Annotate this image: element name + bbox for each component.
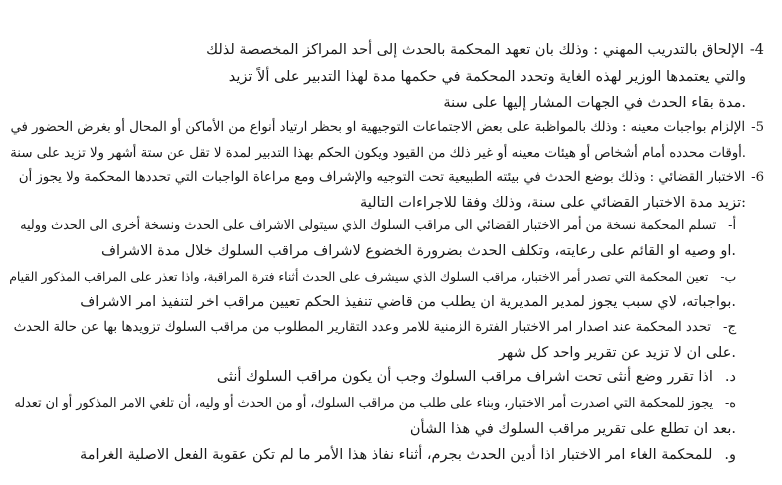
subitem-d-line-1	[217, 367, 736, 387]
item-6-line-2: :تزيد مدة الاختبار القضائي على سنة، وذلك وفقا للاجراءات التالية	[359, 195, 746, 211]
item-number: 5-	[751, 120, 764, 135]
item-5-line-2: .أوقات محدده أمام أشخاص أو هيئات معينه أو غير ذلك من القيود ويكون الحكم بهذا التدبير لمدة لا تقل عن ستة أشهر ولا تزيد على سنة	[10, 146, 746, 161]
subitem-b-line-2: .بواجباته، لاي سبب يجوز لمدير المديرية ان يطلب من قاضي تنفيذ الحكم تعيين مراقب اخر لتنفيذ امر الاشراف	[80, 294, 736, 310]
item-4-line-2: والتي يعتمدها الوزير لهذه الغاية وتحدد المحكمة في حكمها مدة لهذا التدبير على ألاً تزيد	[228, 69, 746, 85]
subitem-b-line-1	[8, 267, 736, 287]
subitem-e-line-2: .بعد ان تطلع على تقرير مراقب السلوك في هذا الشأن	[409, 421, 736, 437]
subitem-text: تعين المحكمة التي تصدر أمر الاختبار، مراقب السلوك الذي سيشرف على الحدث أثناء فترة المراقبة، واذا تعذر على المراقب المذكور القيام	[9, 270, 709, 284]
subitem-label: ب-	[720, 270, 736, 284]
item-4-line-1	[206, 40, 764, 60]
subitem-a-line-1	[8, 216, 736, 236]
item-text: الإلزام بواجبات معينه : وذلك بالمواظبة على بعض الاجتماعات التوجيهية او بحظر ارتياد أنواع من الأماكن أو المحال أو بغرض الحضور في	[10, 120, 746, 135]
subitem-label: د.	[724, 369, 736, 385]
subitem-label: ه-	[725, 396, 736, 411]
subitem-a-line-2: .او وصيه او القائم على رعايته، وتكلف الحدث بضرورة الخضوع لاشراف مراقب السلوك خلال مدة الاشراف	[101, 243, 736, 259]
item-6-line-1	[8, 168, 764, 188]
item-text: الاختبار القضائي : وذلك بوضع الحدث في بيئته الطبيعية تحت التوجيه والإشراف ومع مراعاة الواجبات التي تحددها المحكمة ولا يجوز أن	[18, 170, 746, 185]
subitem-c-line-2: .على ان لا تزيد عن تقرير واحد كل شهر	[498, 345, 736, 361]
item-number: 4-	[749, 42, 764, 58]
subitem-text: تحدد المحكمة عند اصدار امر الاختبار الفترة الزمنية للامر وعدد التقارير المطلوب من مراقب السلوك تزويدها بها عن حالة الحدث	[13, 320, 711, 335]
subitem-label: أ-	[728, 218, 736, 233]
subitem-c-line-1	[8, 318, 736, 338]
item-5-line-1	[8, 118, 764, 138]
subitem-text: تسلم المحكمة نسخة من أمر الاختبار القضائي الى مراقب السلوك الذي سيتولى الاشراف على الحدث ونسخة أخرى الى الحدث ووليه	[20, 218, 717, 233]
item-text: الإلحاق بالتدريب المهني : وذلك بان تعهد المحكمة بالحدث إلى أحد المراكز المخصصة لذلك	[206, 42, 744, 58]
subitem-e-line-1	[8, 394, 736, 414]
subitem-text: للمحكمة الغاء امر الاختبار اذا أدين الحدث بجرم، أثناء نفاذ هذا الأمر ما لم تكن عقوبة الفعل الاصلية الغرامة	[79, 447, 713, 463]
subitem-label: ج-	[722, 320, 736, 335]
subitem-f-line-1	[80, 445, 736, 465]
subitem-text: يجوز للمحكمة التي اصدرت أمر الاختبار، وبناء على طلب من مراقب السلوك، أو من الحدث أو وليه، أن تلغي الامر المذكور أو ان تعدله	[14, 396, 713, 411]
item-number: 6-	[751, 170, 764, 185]
subitem-text: اذا تقرر وضع أنثى تحت اشراف مراقب السلوك وجب أن يكون مراقب السلوك أنثى	[216, 369, 713, 385]
item-4-line-3: .مدة بقاء الحدث في الجهات المشار إليها على سنة	[443, 95, 746, 111]
subitem-label: و.	[724, 447, 736, 463]
